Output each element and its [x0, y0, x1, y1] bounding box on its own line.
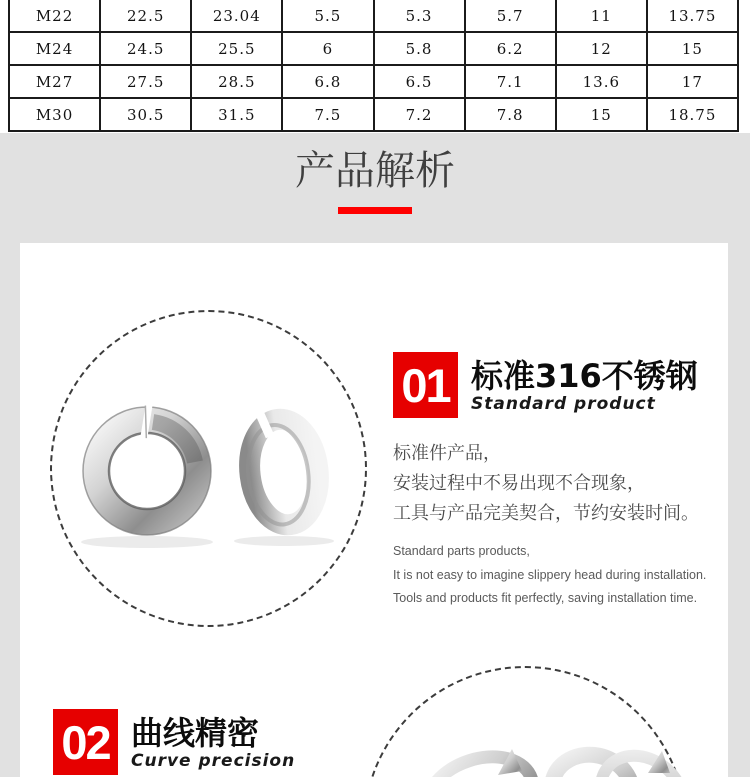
text-line: 工具与产品完美契合，节约安装时间。 [393, 503, 699, 524]
table-cell: 24.5 [100, 32, 191, 65]
table-cell: 5.8 [374, 32, 465, 65]
feature-block-2 [53, 709, 393, 775]
table-cell: 6 [282, 32, 373, 65]
table-cell: 17 [647, 65, 738, 98]
table-cell: 31.5 [191, 98, 282, 131]
table-cell: M27 [9, 65, 100, 98]
feature-number-badge: 02 [53, 709, 118, 775]
feature-2-heading [53, 709, 393, 775]
feature-description-cn [393, 439, 723, 529]
feature-title-en: Curve precision [131, 751, 296, 771]
feature-title-en: Standard product [471, 394, 656, 414]
product-card [20, 243, 728, 777]
feature-title-cn: 标准316不锈钢 [471, 357, 698, 395]
table-cell: M24 [9, 32, 100, 65]
spec-table [8, 0, 739, 132]
feature-number-badge: 01 [393, 352, 458, 418]
table-cell: 27.5 [100, 65, 191, 98]
feature-block-1 [393, 352, 723, 611]
table-cell: 5.5 [282, 0, 373, 32]
washer-pair-photo [63, 400, 343, 560]
table-cell: 7.1 [465, 65, 556, 98]
table-cell: 7.2 [374, 98, 465, 131]
text-line: 安装过程中不易出现不合现象， [393, 473, 645, 494]
feature-description-en [393, 540, 723, 611]
table-cell: 28.5 [191, 65, 282, 98]
table-cell: 13.75 [647, 0, 738, 32]
title-underline [338, 207, 412, 214]
spec-table-section [0, 0, 750, 133]
text-line: It is not easy to imagine slippery head during installation. [393, 567, 707, 582]
text-line: Tools and products fit perfectly, saving installation time. [393, 591, 698, 605]
table-row [9, 98, 738, 131]
table-cell: 6.5 [374, 65, 465, 98]
table-cell: 15 [556, 98, 647, 131]
table-cell: M22 [9, 0, 100, 32]
table-cell: 5.3 [374, 0, 465, 32]
washer-stack-photo [410, 737, 700, 777]
table-row [9, 65, 738, 98]
section-header [0, 150, 750, 214]
table-cell: 6.8 [282, 65, 373, 98]
feature-title-cn: 曲线精密 [131, 714, 260, 752]
table-cell: 30.5 [100, 98, 191, 131]
table-cell: 13.6 [556, 65, 647, 98]
table-cell: 22.5 [100, 0, 191, 32]
table-cell: 18.75 [647, 98, 738, 131]
table-row [9, 32, 738, 65]
page-title: 产品解析 [295, 148, 455, 194]
table-cell: 7.8 [465, 98, 556, 131]
table-cell: 5.7 [465, 0, 556, 32]
table-cell: 7.5 [282, 98, 373, 131]
table-cell: 11 [556, 0, 647, 32]
table-cell: 15 [647, 32, 738, 65]
table-cell: 25.5 [191, 32, 282, 65]
text-line: 标准件产品， [393, 443, 501, 464]
table-cell: 6.2 [465, 32, 556, 65]
table-cell: M30 [9, 98, 100, 131]
table-cell: 23.04 [191, 0, 282, 32]
table-cell: 12 [556, 32, 647, 65]
table-row [9, 0, 738, 32]
feature-1-heading [393, 352, 723, 418]
text-line: Standard parts products, [393, 544, 530, 558]
